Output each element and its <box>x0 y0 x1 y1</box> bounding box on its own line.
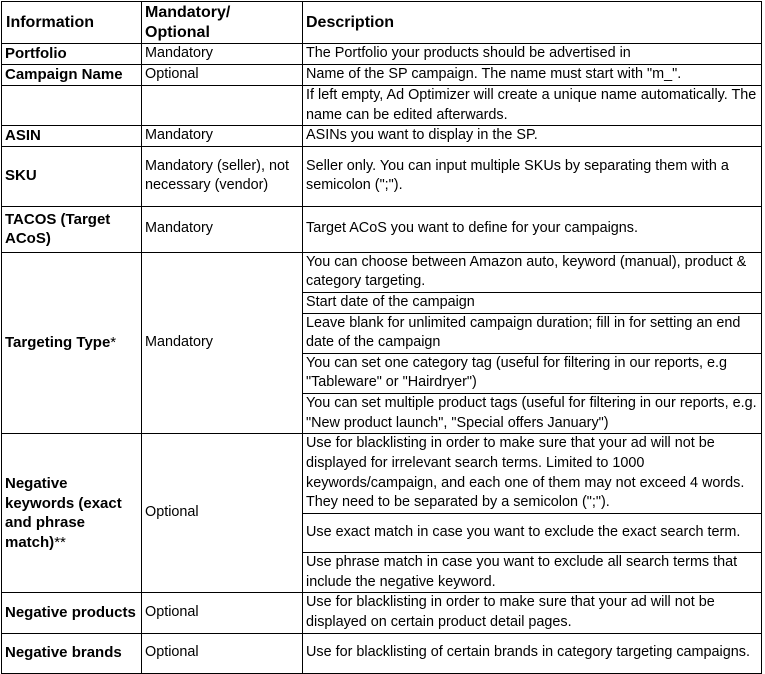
mandatory-cell: Optional <box>142 65 303 86</box>
info-cell <box>2 86 142 126</box>
description-cell: The Portfolio your products should be advertised in <box>303 44 762 65</box>
description-cell: Use for blacklisting in order to make sure that your ad will not be displayed on certain product detail pages. <box>303 593 762 633</box>
mandatory-cell: Mandatory <box>142 206 303 252</box>
table-row <box>2 126 762 147</box>
description-cell: Start date of the campaign <box>303 292 762 313</box>
table-row <box>2 86 762 126</box>
mandatory-cell: Mandatory (seller), not necessary (vendor) <box>142 146 303 206</box>
table-row <box>2 593 762 633</box>
table-row <box>2 434 762 514</box>
description-cell: Name of the SP campaign. The name must start with "m_". <box>303 65 762 86</box>
description-cell: Use for blacklisting of certain brands in category targeting campaigns. <box>303 633 762 673</box>
info-label: Targeting Type <box>5 334 111 352</box>
header-information: Information <box>2 2 142 44</box>
header-description: Description <box>303 2 762 44</box>
description-cell: Target ACoS you want to define for your campaigns. <box>303 206 762 252</box>
mandatory-cell: Optional <box>142 633 303 673</box>
requirements-table <box>1 1 762 674</box>
info-cell: Negative brands <box>2 633 142 673</box>
info-label: Negative keywords (exact and phrase match) <box>5 475 122 551</box>
mandatory-cell: Mandatory <box>142 252 303 433</box>
mandatory-cell <box>142 86 303 126</box>
description-cell: Seller only. You can input multiple SKUs by separating them with a semicolon (";"). <box>303 146 762 206</box>
table-row <box>2 633 762 673</box>
info-cell: Negative products <box>2 593 142 633</box>
description-cell: Use exact match in case you want to exclude the exact search term. <box>303 514 762 553</box>
description-cell: ASINs you want to display in the SP. <box>303 126 762 147</box>
description-cell: You can choose between Amazon auto, keyword (manual), product & category targeting. <box>303 252 762 292</box>
description-cell: If left empty, Ad Optimizer will create a unique name automatically. The name can be edited afterwards. <box>303 86 762 126</box>
header-row <box>2 2 762 44</box>
info-cell: Portfolio <box>2 44 142 65</box>
description-cell: Leave blank for unlimited campaign duration; fill in for setting an end date of the campaign <box>303 313 762 353</box>
info-cell <box>2 434 142 593</box>
table-row <box>2 252 762 292</box>
description-cell: Use phrase match in case you want to exclude all search terms that include the negative keyword. <box>303 553 762 593</box>
info-cell <box>2 252 142 433</box>
info-cell: TACOS (Target ACoS) <box>2 206 142 252</box>
info-cell: ASIN <box>2 126 142 147</box>
table-row <box>2 206 762 252</box>
description-cell: You can set multiple product tags (useful for filtering in our reports, e.g. "New product launch", "Special offers January") <box>303 393 762 433</box>
description-cell: Use for blacklisting in order to make sure that your ad will not be displayed for irrelevant search terms. Limited to 1000 keywords/campaign, and each one of them may not exceed 4 words. They need to be separated by a semicolon (";"). <box>303 434 762 514</box>
table-row <box>2 44 762 65</box>
header-mandatory-optional: Mandatory/ Optional <box>142 2 303 44</box>
mandatory-cell: Mandatory <box>142 44 303 65</box>
mandatory-cell: Optional <box>142 434 303 593</box>
table-row <box>2 146 762 206</box>
description-cell: You can set one category tag (useful for filtering in our reports, e.g "Tableware" or "Hairdryer") <box>303 353 762 393</box>
footnote-marker: * <box>110 334 117 352</box>
table-row <box>2 65 762 86</box>
mandatory-cell: Mandatory <box>142 126 303 147</box>
footnote-marker: ** <box>54 533 66 551</box>
info-cell: SKU <box>2 146 142 206</box>
mandatory-cell: Optional <box>142 593 303 633</box>
info-cell: Campaign Name <box>2 65 142 86</box>
